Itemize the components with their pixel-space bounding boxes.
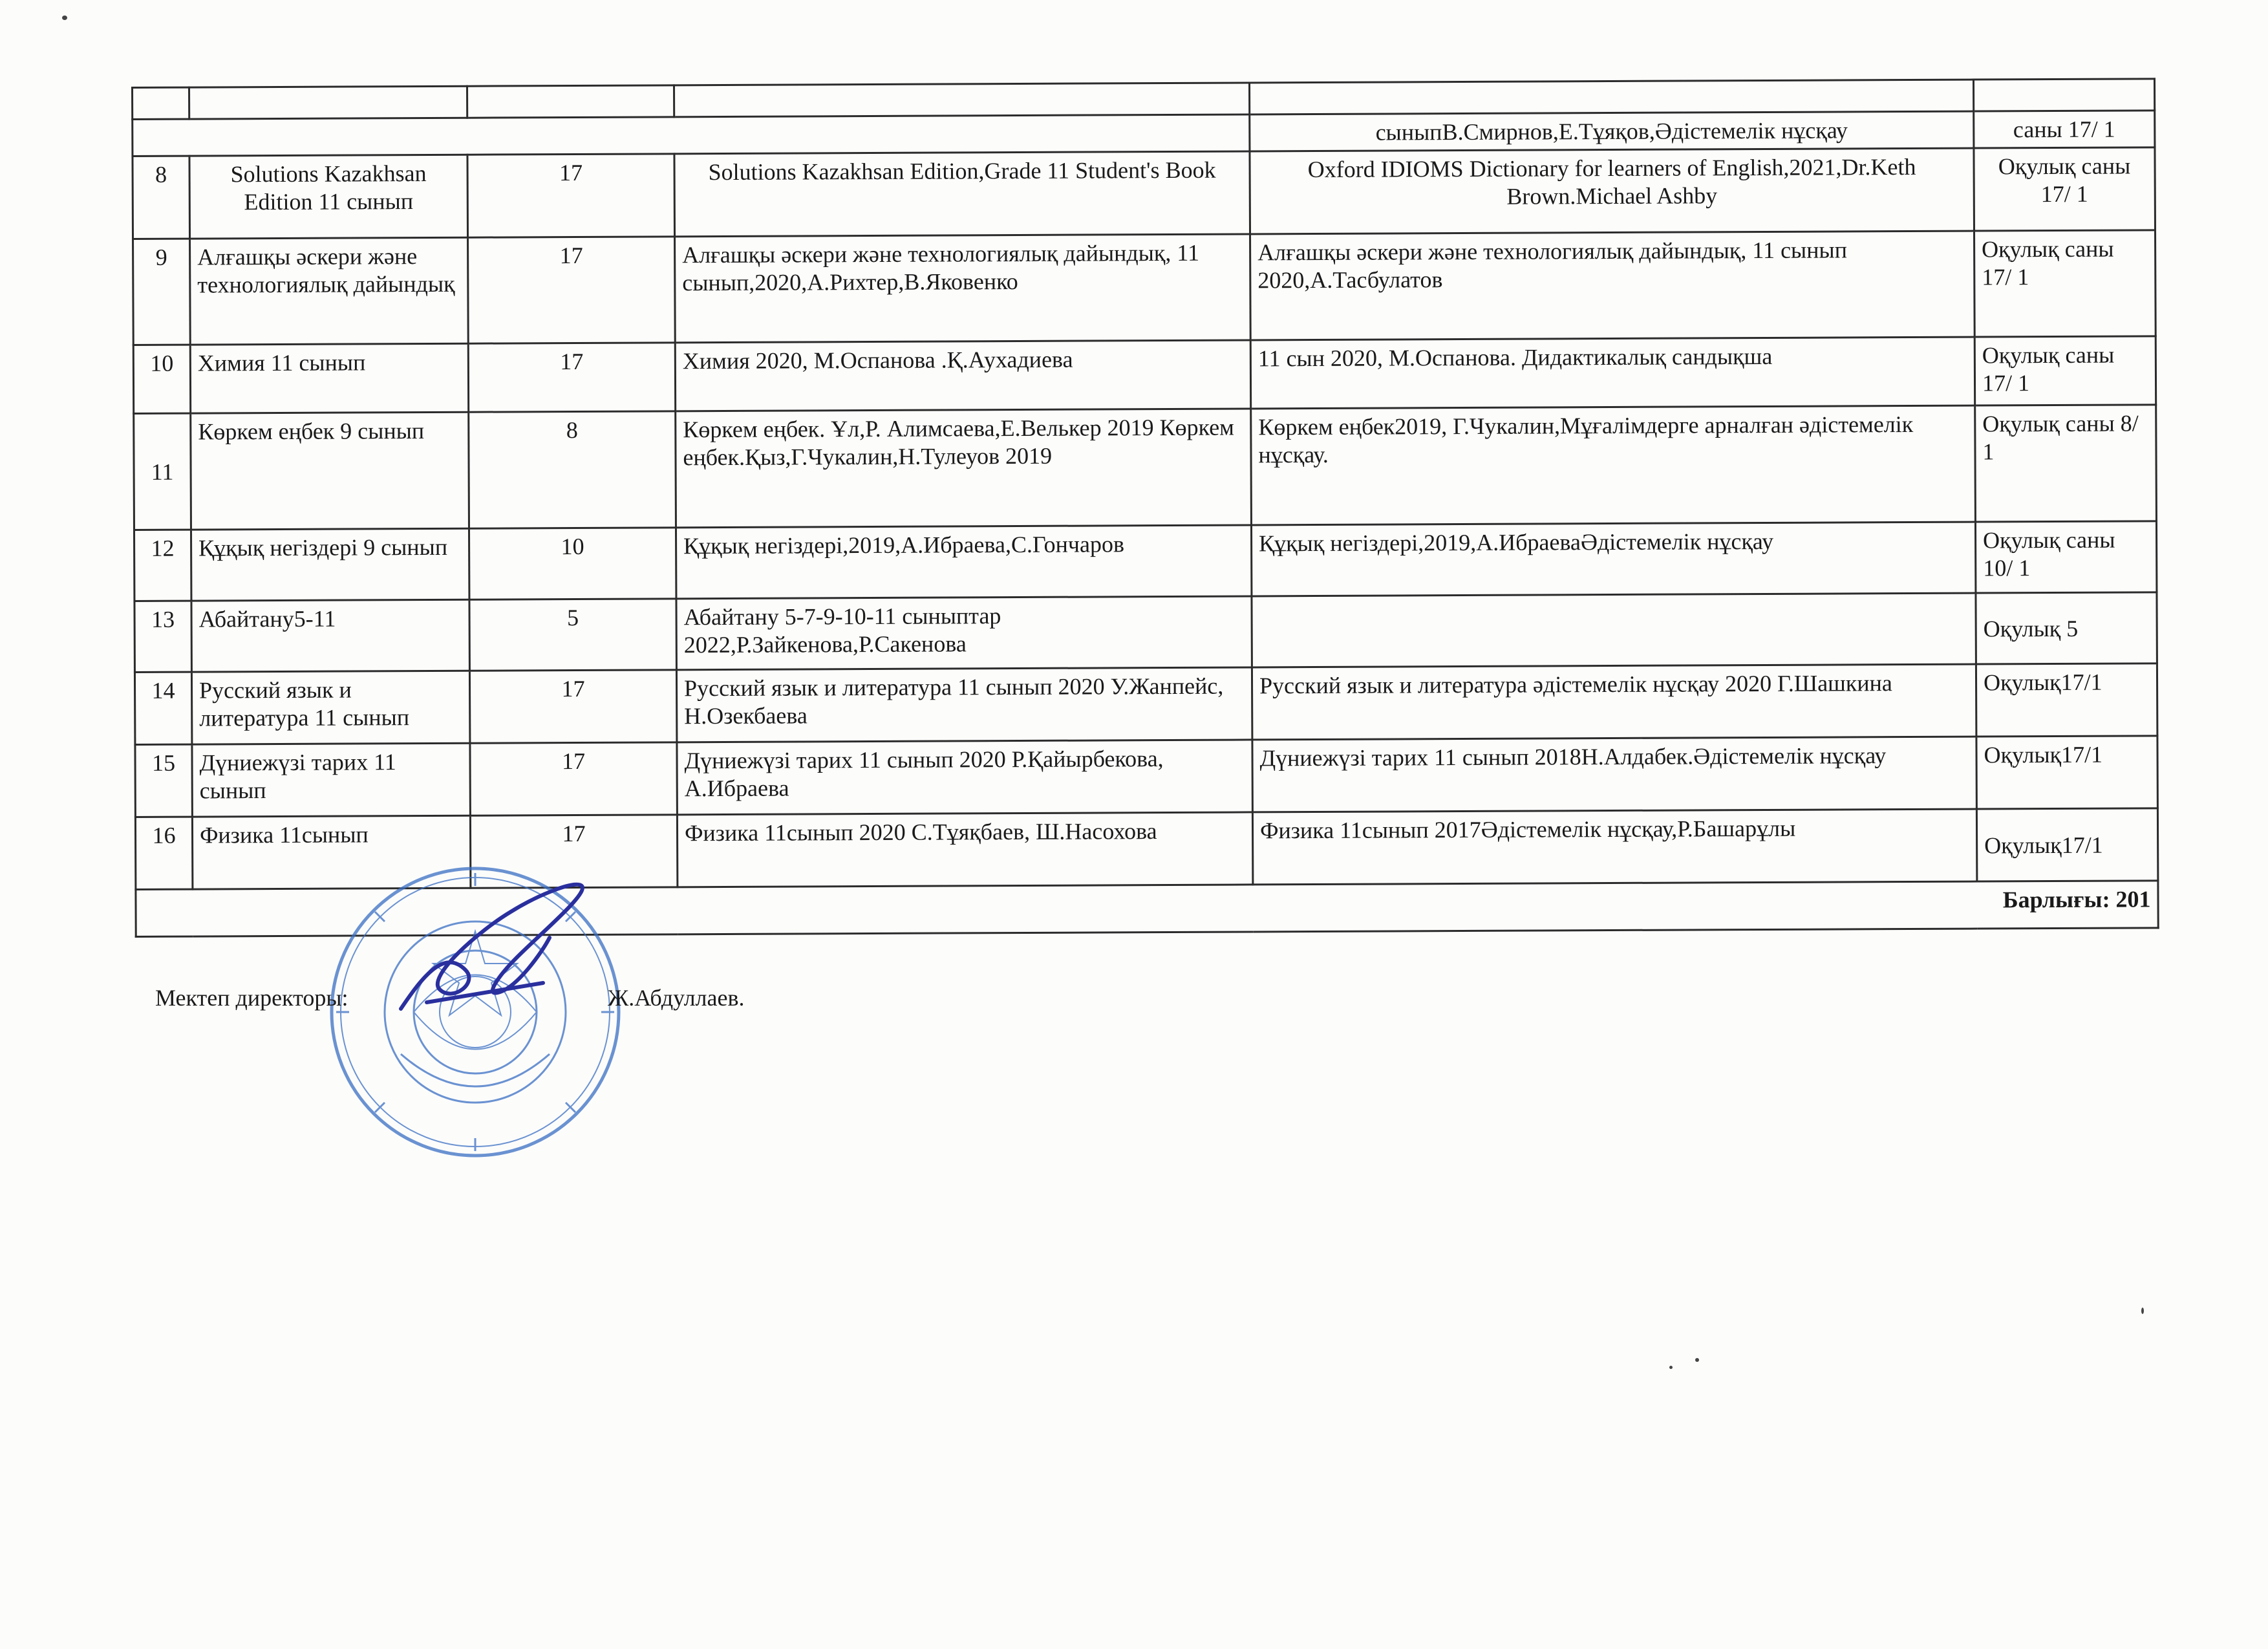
table-row bbox=[135, 736, 2157, 817]
scan-speck bbox=[62, 16, 67, 20]
row-number: 15 bbox=[135, 745, 192, 817]
textbook-table bbox=[131, 78, 2159, 938]
table-cell bbox=[674, 83, 1249, 117]
table-row bbox=[134, 521, 2156, 601]
table-cell bbox=[1249, 80, 1973, 114]
textbook-cell: Көркем еңбек. Ұл,Р. Алимсаева,Е.Велькер 2019 Көркем еңбек.Қыз,Г.Чукалин,Н.Тулеуов 2019 bbox=[676, 409, 1252, 528]
method-cell: 11 сын 2020, М.Оспанова. Дидактикалық сандықша bbox=[1250, 338, 1974, 409]
total-label: Барлығы: 201 bbox=[136, 881, 2158, 937]
subject-cell: Абайтану5-11 bbox=[191, 600, 469, 673]
table-row bbox=[134, 405, 2157, 530]
table-cell bbox=[189, 86, 467, 119]
row-number: 8 bbox=[133, 156, 190, 239]
count-cell: 17 bbox=[469, 670, 676, 743]
textbook-cell: Дүниежүзі тарих 11 сынып 2020 Р.Қайырбекова, А.Ибраева bbox=[677, 740, 1252, 815]
note-cell: Оқулық саны 10/ 1 bbox=[1975, 521, 2156, 593]
row-number: 16 bbox=[135, 817, 192, 890]
note-cell: Оқулық 5 bbox=[1976, 592, 2157, 664]
table-row bbox=[133, 336, 2156, 414]
subject-cell: Көркем еңбек 9 сынып bbox=[191, 413, 469, 530]
count-cell: 17 bbox=[468, 237, 676, 343]
textbook-cell: Алғашқы әскери және технологиялық дайындық, 11 сынып,2020,А.Рихтер,В.Яковенко bbox=[675, 234, 1251, 343]
method-cell: Oxford IDIOMS Dictionary for learners of English,2021,Dr.Keth Brown.Michael Ashby bbox=[1250, 149, 1974, 235]
subject-cell: Русский язык и литература 11 сынып bbox=[191, 671, 469, 745]
subject-cell: Физика 11сынып bbox=[192, 816, 470, 890]
count-cell: 8 bbox=[469, 411, 676, 528]
method-cell: Дүниежүзі тарих 11 сынып 2018Н.Алдабек.Әдістемелік нұсқау bbox=[1252, 737, 1976, 813]
note-cell: Оқулық саны 17/ 1 bbox=[1974, 336, 2156, 405]
director-name: Ж.Абдуллаев. bbox=[608, 985, 745, 1011]
signature-line bbox=[155, 984, 745, 1011]
note-cell: Оқулық17/1 bbox=[1976, 808, 2157, 881]
count-cell: 17 bbox=[467, 154, 675, 237]
note-cell: Оқулық саны 8/ 1 bbox=[1975, 405, 2157, 522]
note-cell: Оқулық17/1 bbox=[1976, 663, 2157, 737]
row-number: 11 bbox=[134, 414, 191, 530]
textbook-cell: Solutions Kazakhsan Edition,Grade 11 Student's Book bbox=[674, 151, 1250, 237]
subject-cell: Дүниежүзі тарих 11 сынып bbox=[192, 744, 470, 817]
method-cell bbox=[1252, 594, 1976, 668]
method-cell: Физика 11сынып 2017Әдістемелік нұсқау,Р.Башарұлы bbox=[1252, 810, 1976, 885]
row-number: 13 bbox=[134, 601, 191, 673]
textbook-cell: Русский язык и литература 11 сынып 2020 У.Жанпейс, Н.Озекбаева bbox=[676, 667, 1252, 742]
count-cell: 5 bbox=[469, 599, 676, 671]
subject-cell: Химия 11 сынып bbox=[190, 344, 468, 414]
note-cell: Оқулық саны 17/ 1 bbox=[1974, 147, 2156, 231]
subject-cell: Құқық негіздері 9 сынып bbox=[191, 529, 469, 601]
note-cell: Оқулық саны 17/ 1 bbox=[1974, 230, 2156, 337]
count-cell: 17 bbox=[470, 742, 677, 815]
method-cell: Көркем еңбек2019, Г.Чукалин,Мұғалімдерге арналған әдістемелік нұсқау. bbox=[1251, 406, 1976, 526]
textbook-cell: Химия 2020, М.Оспанова .Қ.Аухадиева bbox=[675, 340, 1250, 411]
scan-speck bbox=[2141, 1308, 2144, 1314]
signature-icon bbox=[388, 873, 601, 1028]
textbook-cell: Құқық негіздері,2019,А.Ибраева,С.Гончаров bbox=[676, 525, 1251, 599]
scan-speck bbox=[1669, 1366, 1673, 1369]
subject-cell: Алғашқы әскери және технологиялық дайындық bbox=[190, 238, 469, 345]
table-row bbox=[133, 230, 2156, 345]
table-cell bbox=[1973, 79, 2154, 111]
table-cell bbox=[133, 114, 1250, 156]
row-number: 12 bbox=[134, 530, 191, 601]
table-row bbox=[134, 592, 2157, 673]
scan-speck bbox=[1695, 1358, 1699, 1362]
method-cell: Русский язык и литература әдістемелік нұсқау 2020 Г.Шашкина bbox=[1252, 665, 1976, 740]
count-cell: 17 bbox=[470, 815, 677, 888]
row-number: 14 bbox=[134, 673, 191, 745]
method-cell: сыныпВ.Смирнов,Е.Тұяқов,Әдістемелік нұсқау bbox=[1250, 111, 1974, 151]
table-row bbox=[133, 147, 2156, 239]
method-cell: Құқық негіздері,2019,А.ИбраеваӘдістемелік нұсқау bbox=[1251, 523, 1975, 597]
count-cell: 17 bbox=[468, 343, 675, 412]
row-number: 10 bbox=[133, 345, 190, 414]
row-number: 9 bbox=[133, 239, 191, 345]
subject-cell: Solutions Kazakhsan Edition 11 сынып bbox=[189, 155, 468, 239]
director-label: Мектеп директоры: bbox=[155, 985, 348, 1011]
count-cell: 10 bbox=[469, 528, 676, 599]
textbook-cell: Физика 11сынып 2020 С.Тұяқбаев, Ш.Насохова bbox=[677, 812, 1252, 887]
table-cell bbox=[467, 85, 674, 118]
table-row bbox=[134, 663, 2157, 745]
note-cell: саны 17/ 1 bbox=[1974, 111, 2155, 149]
note-cell: Оқулық17/1 bbox=[1976, 736, 2157, 809]
textbook-cell: Абайтану 5-7-9-10-11 сыныптар 2022,Р.Зайкенова,Р.Сакенова bbox=[676, 596, 1252, 670]
table-cell bbox=[133, 87, 189, 119]
method-cell: Алғашқы әскери және технологиялық дайындық, 11 сынып 2020,А.Тасбулатов bbox=[1250, 232, 1975, 341]
